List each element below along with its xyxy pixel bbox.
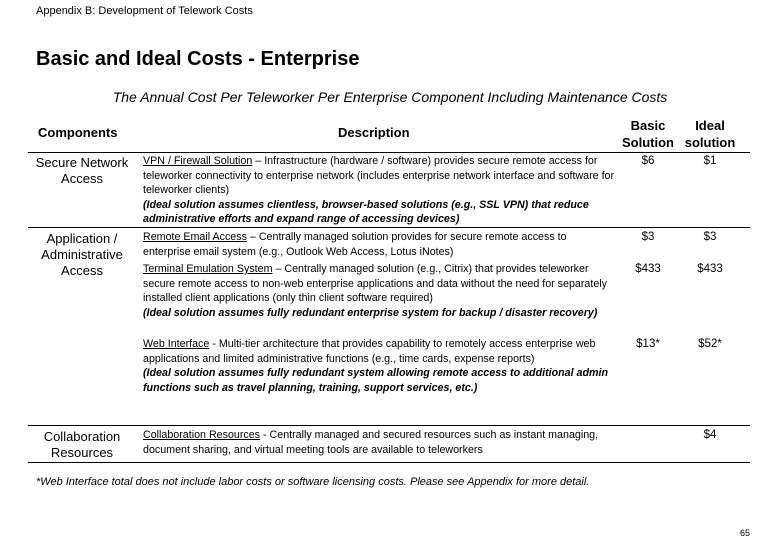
basic-cost: $433 — [635, 263, 661, 275]
solution-name: VPN / Firewall Solution — [143, 155, 253, 167]
appendix-header: Appendix B: Development of Telework Costs — [36, 5, 253, 17]
separator: – — [246, 231, 259, 243]
ideal-solution-note: (Ideal solution assumes clientless, browser-based solutions (e.g., SSL VPN) that reduce administrative efforts and expand range of accessing devices) — [143, 198, 589, 226]
basic-cost: $3 — [641, 231, 655, 243]
page-number: 65 — [740, 528, 751, 538]
row-divider — [28, 227, 750, 228]
separator: – — [272, 263, 285, 275]
row-divider — [28, 425, 750, 426]
ideal-cost: $52* — [698, 338, 722, 350]
solution-description: Centrally managed and secured resources such as instant managing, document sharing, and virtual meeting tools are available to teleworkers — [143, 429, 599, 456]
ideal-cost: $4 — [703, 429, 717, 441]
component-cell: Collaboration Resources — [43, 429, 121, 460]
solution-name: Collaboration Resources — [143, 429, 261, 441]
header-divider — [28, 152, 750, 153]
ideal-cost: $3 — [703, 231, 717, 243]
ideal-cost: $433 — [697, 263, 723, 275]
solution-name: Terminal Emulation System — [143, 263, 273, 275]
component-cell: Application / Administrative Access — [41, 231, 123, 278]
component-cell: Secure Network Access — [35, 155, 129, 186]
footnote: *Web Interface total does not include labor costs or software licensing costs. Please see Appendix for more detail. — [36, 476, 590, 488]
table-bottom-rule — [28, 462, 750, 463]
ideal-solution-note: (Ideal solution assumes fully redundant enterprise system for backup / disaster recovery) — [143, 306, 598, 319]
description-cell — [143, 428, 615, 457]
description-cell — [143, 262, 615, 320]
page-subtitle: The Annual Cost Per Teleworker Per Enterprise Component Including Maintenance Costs — [112, 89, 668, 105]
solution-description: Multi-tier architecture that provides capability to remotely access enterprise web applications and limited administrative functions (e.g., time cards, expense reports) — [143, 338, 596, 365]
solution-name: Web Interface — [143, 338, 210, 350]
solution-name: Remote Email Access — [143, 231, 247, 243]
solution-description: Centrally managed solution (e.g., Citrix) that provides teleworker secure remote access to non-web enterprise applications and data without the need for separately installed client applications (only thin client software required) — [143, 263, 607, 305]
header-ideal-solution: Ideal solution — [684, 118, 736, 150]
basic-cost: $13* — [636, 338, 660, 350]
solution-description: Infrastructure (hardware / software) provides secure remote access for teleworker connectivity to enterprise network (includes enterprise network interface and software for teleworker clients) — [143, 155, 615, 197]
separator: - — [260, 429, 270, 441]
separator: - — [209, 338, 219, 350]
ideal-solution-note: (Ideal solution assumes fully redundant system allowing remote access to additional admin functions such as travel planning, training, support services, etc.) — [143, 367, 609, 394]
separator: – — [252, 155, 265, 167]
solution-description: Centrally managed solution provides for secure remote access to enterprise email system (e.g., Outlook Web Access, Lotus iNotes) — [143, 231, 567, 258]
header-description: Description — [338, 125, 410, 140]
page-title: Basic and Ideal Costs - Enterprise — [36, 48, 360, 70]
description-cell — [143, 337, 615, 395]
header-basic-solution: Basic Solution — [622, 118, 674, 150]
description-cell — [143, 230, 615, 259]
description-cell — [143, 154, 615, 227]
basic-cost: $6 — [641, 155, 655, 167]
ideal-cost: $1 — [703, 155, 717, 167]
header-components: Components — [38, 125, 118, 140]
